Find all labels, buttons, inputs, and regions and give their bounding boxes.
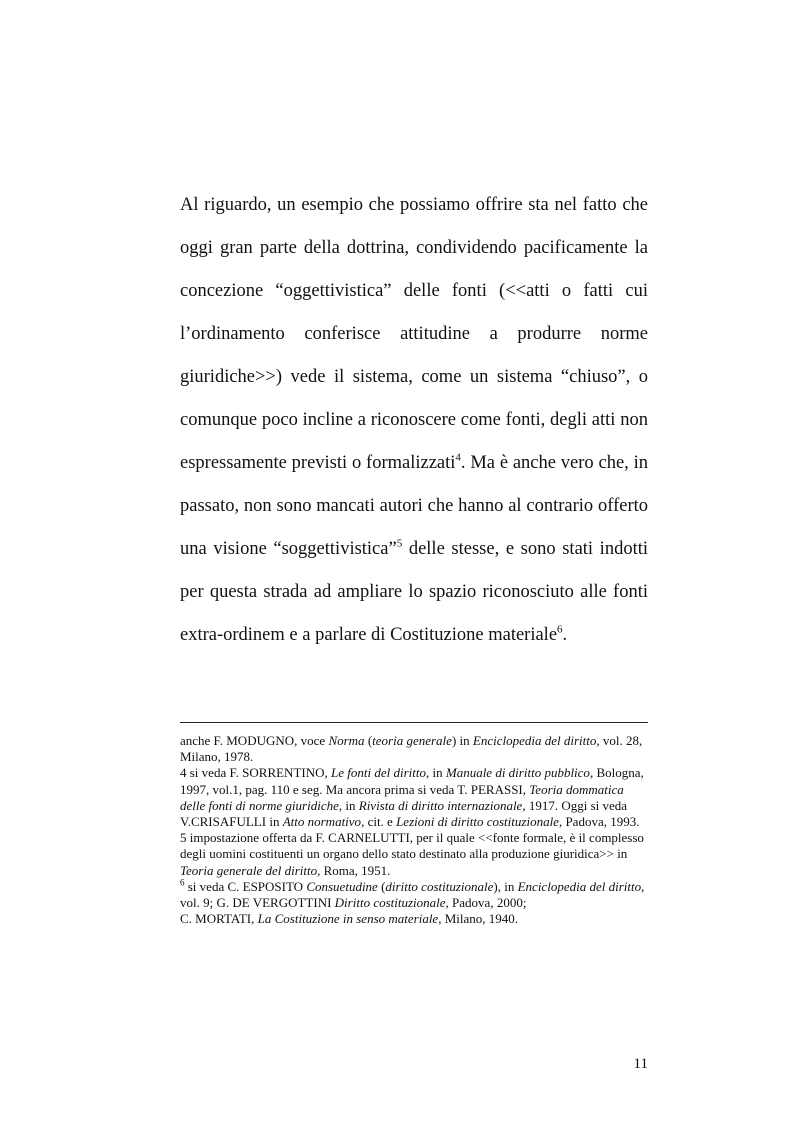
footnote-continued	[180, 733, 648, 765]
fn-text: , vol. 9; G. DE VERGOTTINI	[180, 878, 645, 911]
fn-text: , in	[338, 797, 359, 813]
footnote-ref-4: 4	[455, 451, 461, 464]
fn-text: , Bologna, 1997, vol.1, pag. 110 e seg. Ma ancora prima si veda T. PERASSI,	[180, 765, 644, 797]
fn-text: ) in	[451, 733, 473, 748]
fn-text: 5 impostazione offerta da F. CARNELUTTI, per il quale <<fonte formale, è il complesso degli uomini costituenti un organo dello stato destinato alla produzione giuridica>> in	[180, 830, 644, 862]
fn-text: ), in	[493, 878, 518, 894]
fn-text: , Roma, 1951.	[317, 862, 391, 878]
footnote-ref-6: 6	[557, 623, 563, 636]
fn-title: teoria generale	[372, 733, 452, 748]
fn-text: , Milano, 1940.	[438, 911, 519, 927]
fn-title: Enciclopedia del diritto	[517, 878, 642, 894]
fn-title: diritto costituzionale	[385, 878, 494, 894]
fn-text: 4 si veda F. SORRENTINO,	[180, 765, 331, 781]
fn-title: La Costituzione in senso materiale	[257, 911, 439, 927]
fn-title: Norma	[328, 733, 365, 748]
fn-text: , 1917. Oggi si veda V.CRISAFULLI in	[180, 797, 628, 830]
body-segment: . Ma è anche vero che, in passato, non sono mancati autori che hanno al contrario offerto una visione “soggettivistica”	[180, 453, 648, 559]
fn-text: si veda C. ESPOSITO	[184, 878, 307, 894]
fn-text: , cit. e	[361, 814, 397, 830]
fn-text: C. MORTATI,	[180, 911, 258, 927]
body-text	[180, 184, 648, 657]
fn-title: Lezioni di diritto costituzionale	[396, 814, 559, 830]
footnote-separator	[180, 722, 648, 723]
fn-title: Enciclopedia del diritto	[472, 733, 597, 748]
body-paragraph	[180, 184, 648, 657]
fn-title: Consuetudine	[306, 878, 378, 894]
fn-title: Teoria generale del diritto	[180, 862, 318, 878]
fn-text: , Padova, 2000;	[445, 895, 527, 911]
page-number: 11	[633, 1056, 648, 1072]
footnote-4	[180, 765, 648, 830]
footnote-5	[180, 830, 648, 879]
footnote-6-continued	[180, 911, 648, 927]
footnote-ref-5: 5	[396, 537, 403, 550]
fn-title: Diritto costituzionale	[334, 895, 446, 911]
fn-title: Atto normativo	[282, 814, 362, 830]
fn-title: Le fonti del diritto	[331, 765, 426, 781]
fn-text: , in	[425, 765, 446, 781]
fn-text: (	[377, 878, 386, 894]
body-segment: Al riguardo, un esempio che possiamo offrire sta nel fatto che oggi gran parte della dottrina, condividendo pacificamente la concezione “oggettivistica” delle fonti (<<atti o fatti cui l’ordinamento conferisce attitudine a produrre norme giuridiche>>) vede il sistema, come un sistema “chiuso”, o comunque poco incline a riconoscere come fonti, degli atti non espressamente previsti o formalizzati	[180, 195, 648, 473]
footnote-6	[180, 879, 648, 911]
body-segment: delle stesse, e sono stati indotti per questa strada ad ampliare lo spazio riconosciuto alle fonti extra-ordinem e a parlare di Costituzione materiale	[180, 539, 648, 645]
footnotes	[180, 733, 648, 927]
fn-title: Manuale di diritto pubblico	[445, 765, 590, 781]
fn-text: (	[364, 733, 373, 748]
body-segment: .	[562, 625, 568, 645]
fn-number: 6	[180, 877, 185, 888]
fn-text: , Padova, 1993.	[558, 814, 640, 830]
fn-text: , vol. 28, Milano, 1978.	[180, 733, 643, 765]
fn-title: Teoria dommatica delle fonti di norme giuridiche	[180, 781, 624, 813]
fn-text: anche F. MODUGNO, voce	[180, 733, 329, 748]
fn-title: Rivista di diritto internazionale	[358, 797, 523, 813]
